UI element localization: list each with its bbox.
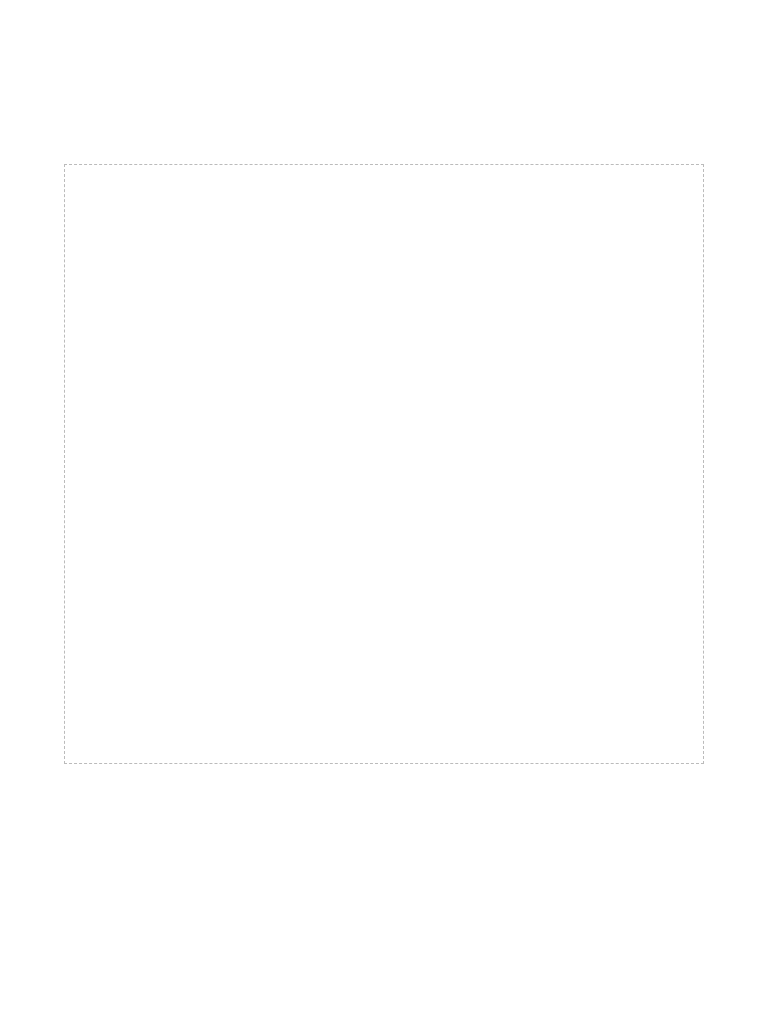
page-title bbox=[64, 94, 704, 124]
page-header bbox=[64, 48, 704, 70]
empty-content-area bbox=[64, 164, 704, 764]
